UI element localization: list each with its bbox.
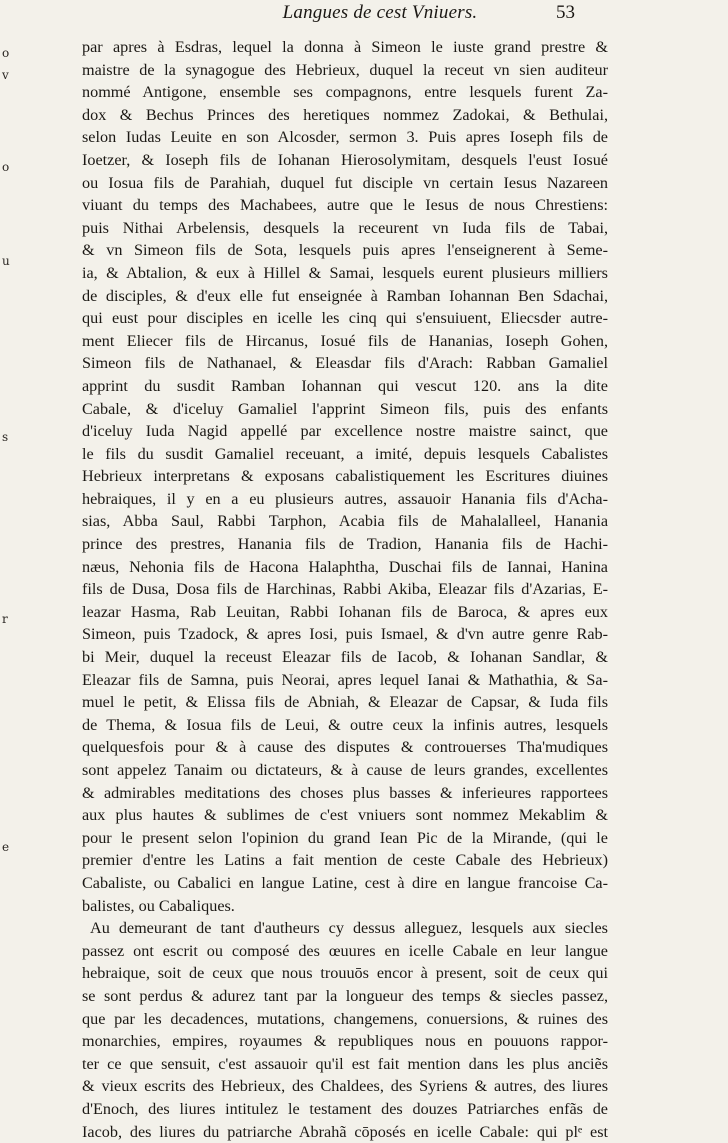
text-line: bi Meir, duquel la receust Eleazar fils de Iacob, & Iohanan Sandlar, & — [60, 646, 608, 669]
text-line: Iacob, des liures du patriarche Abrahã cōposés en icelle Cabale: qui plᵉ est — [60, 1121, 608, 1143]
text-line: leazar Hasma, Rab Leuitan, Rabbi Iohanan fils de Baroca, & apres eux — [60, 601, 608, 624]
text-line: Eleazar fils de Samna, puis Neorai, apres lequel Ianai & Mathathia, & Sa- — [60, 669, 608, 692]
text-line: Hebrieux interpretans & exposans cabalistiquement les Escritures diuines — [60, 465, 608, 488]
text-line: Simeon fils de Nathanael, & Eleasdar fils d'Arach: Rabban Gamaliel — [60, 352, 608, 375]
text-line: prince des prestres, Hanania fils de Tradion, Hanania fils de Hachi- — [60, 533, 608, 556]
text-line: de Thema, & Iosua fils de Leui, & outre ceux la infinis autres, lesquels — [60, 714, 608, 737]
text-line: premier d'entre les Latins a fait mention de ceste Cabale des Hebrieux) — [60, 849, 608, 872]
text-line: ia, & Abtalion, & eux à Hillel & Samai, lesquels eurent plusieurs milliers — [60, 262, 608, 285]
text-line: muel le petit, & Elissa fils de Abniah, & Eleazar de Capsar, & Iuda fils — [60, 691, 608, 714]
text-line: Cabaliste, ou Cabalici en langue Latine, cest à dire en langue francoise Ca- — [60, 872, 608, 895]
text-line: passez ont escrit ou composé des œuures en icelle Cabale en leur langue — [60, 940, 608, 963]
text-line: Simeon, puis Tzadock, & apres Iosi, puis Ismael, & d'vn autre genre Rab- — [60, 623, 608, 646]
margin-fragment: v — [2, 68, 9, 82]
text-line: fils de Dusa, Dosa fils de Harchinas, Rabbi Akiba, Eleazar fils d'Azarias, E- — [60, 578, 608, 601]
text-line: Cabale, & d'iceluy Gamaliel l'apprint Simeon fils, puis des enfants — [60, 398, 608, 421]
text-line: balistes, ou Cabaliques. — [60, 895, 608, 918]
page-number: 53 — [556, 2, 575, 24]
text-line: monarchies, empires, royaumes & republiques nous en pouuons rappor- — [60, 1030, 608, 1053]
margin-fragment: e — [2, 840, 9, 854]
text-line: sias, Abba Saul, Rabbi Tarphon, Acabia fils de Mahalalleel, Hanania — [60, 510, 608, 533]
text-line: maistre de la synagogue des Hebrieux, duquel la receut vn sien auditeur — [60, 59, 608, 82]
text-line: Ioetzer, & Ioseph fils de Iohanan Hierosolymitam, desquels l'eust Iosué — [60, 149, 608, 172]
text-line: aux plus hautes & sublimes de c'est vniuers sont nommez Mekablim & — [60, 804, 608, 827]
body-text — [60, 36, 608, 1143]
text-line: ter ce que sensuit, c'est assauoir qu'il est fait mention dans les plus anciẽs — [60, 1053, 608, 1076]
text-line: ou Iosua fils de Parahiah, duquel fut disciple vn certain Iesus Nazareen — [60, 172, 608, 195]
text-line: ment Eliecer fils de Hircanus, Iosué fils de Hananias, Ioseph Gohen, — [60, 330, 608, 353]
text-line: næus, Nehonia fils de Hacona Halaphtha, Duschai fils de Iannai, Hanina — [60, 556, 608, 579]
text-line: sont appelez Tanaim ou dictateurs, & à cause de leurs grandes, excellentes — [60, 759, 608, 782]
text-line: & admirables meditations des choses plus basses & inferieures rapportees — [60, 782, 608, 805]
text-line: dox & Bechus Princes des heretiques nommez Zadokai, & Bethulai, — [60, 104, 608, 127]
margin-fragment: o — [2, 160, 9, 174]
margin-fragment: r — [2, 612, 8, 626]
text-line: d'iceluy Iuda Nagid appellé par excellence nostre maistre sainct, que — [60, 420, 608, 443]
text-line: hebraiques, il y en a eu plusieurs autres, assauoir Hanania fils d'Acha- — [60, 488, 608, 511]
text-line: viuant du temps des Machabees, autre que le Iesus de nous Chrestiens: — [60, 194, 608, 217]
text-line: Au demeurant de tant d'autheurs cy dessus alleguez, lesquels aux siecles — [60, 917, 608, 940]
text-line: apprint du susdit Ramban Iohannan qui vescut 120. ans la dite — [60, 375, 608, 398]
text-line: de disciples, & d'eux elle fut enseignée à Ramban Iohannan Ben Sdachai, — [60, 285, 608, 308]
text-line: nommé Antigone, ensemble ses compagnons, entre lesquels furent Za- — [60, 81, 608, 104]
text-line: & vieux escrits des Hebrieux, des Chaldees, des Syriens & autres, des liures — [60, 1075, 608, 1098]
text-line: pour le present selon l'opinion du grand Iean Pic de la Mirande, (qui le — [60, 827, 608, 850]
margin-fragment: s — [2, 430, 8, 444]
text-line: & vn Simeon fils de Sota, lesquels puis apres l'enseignerent à Seme- — [60, 239, 608, 262]
text-line: qui eust pour disciples en icelle les cinq qui s'ensuiuent, Eliecsder autre- — [60, 307, 608, 330]
text-line: se sont perdus & adurez tant par la longueur des temps & siecles passez, — [60, 985, 608, 1008]
margin-fragment: u — [2, 254, 10, 268]
text-line: que par les decadences, mutations, changemens, conuersions, & ruines des — [60, 1008, 608, 1031]
text-line: par apres à Esdras, lequel la donna à Simeon le iuste grand prestre & — [60, 36, 608, 59]
text-line: quelquesfois pour & à cause des disputes & controuerses Tha'mudiques — [60, 736, 608, 759]
text-line: d'Enoch, des liures intitulez le testament des douzes Patriarches enfãs de — [60, 1098, 608, 1121]
text-line: puis Nithai Arbelensis, desquels la receurent vn Iuda fils de Tabai, — [60, 217, 608, 240]
text-line: selon Iudas Leuite en son Alcosder, sermon 3. Puis apres Ioseph fils de — [60, 126, 608, 149]
margin-fragment: o — [2, 46, 9, 60]
text-line: hebraique, soit de ceux que nous trouuōs encor à present, soit de ceux qui — [60, 962, 608, 985]
text-line: le fils du susdit Gamaliel receuant, a imité, depuis lesquels Cabalistes — [60, 443, 608, 466]
running-title: Langues de cest Vniuers. — [215, 2, 545, 24]
